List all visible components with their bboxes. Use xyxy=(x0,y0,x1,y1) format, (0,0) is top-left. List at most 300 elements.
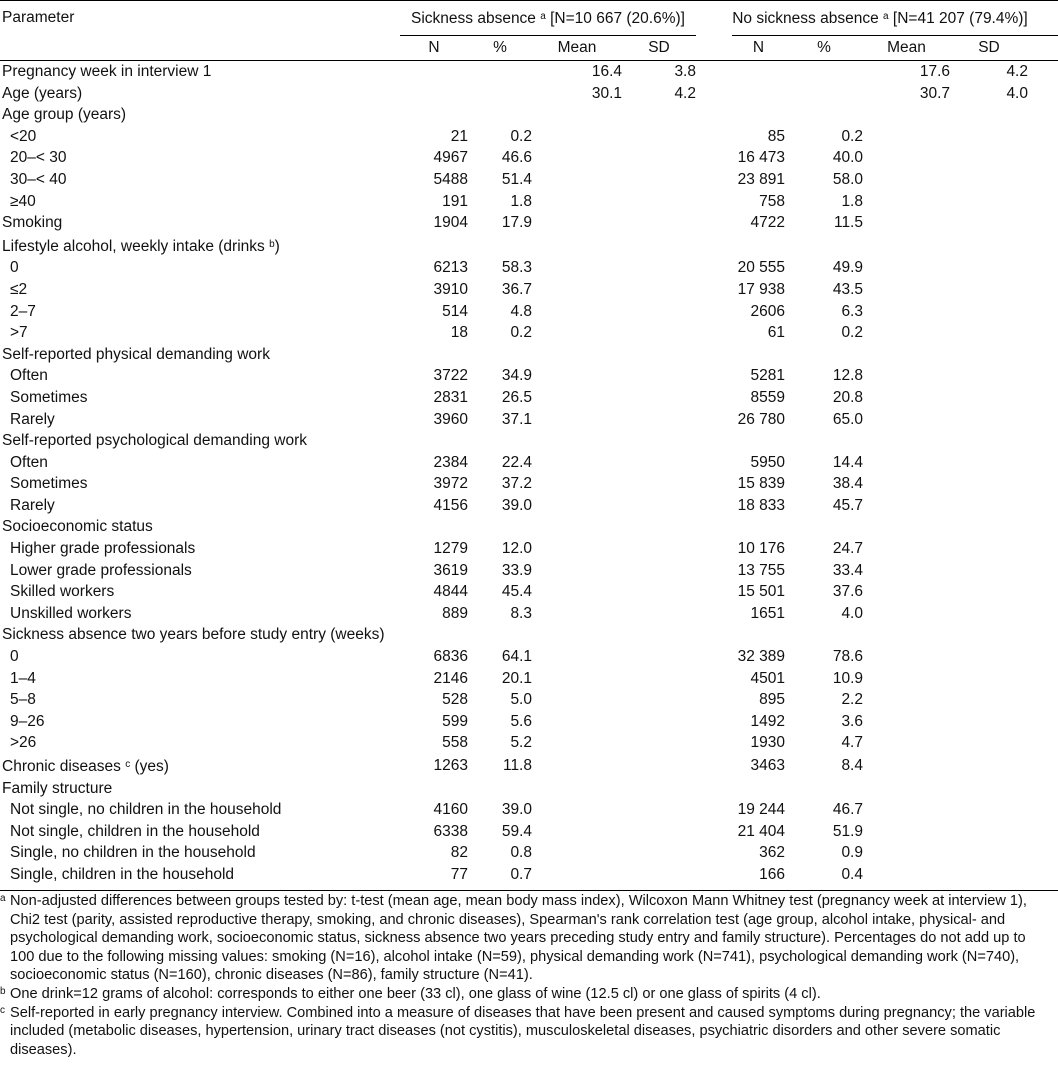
cell-mean-sickness xyxy=(532,126,622,148)
cell-n-sickness: 528 xyxy=(442,691,468,709)
footnote-mark: c xyxy=(0,1004,5,1016)
cell-mean-no-sickness xyxy=(863,646,950,668)
cell-pct-sickness: 64.1 xyxy=(501,648,532,666)
cell-n-sickness: 1263 xyxy=(433,757,468,774)
table-row xyxy=(0,83,1058,105)
row-label-suffix: ) xyxy=(274,237,280,255)
table-row xyxy=(0,387,1058,409)
cell-pct-no-sickness: 2.2 xyxy=(841,691,863,709)
cell-sd-sickness xyxy=(622,624,696,646)
row-label xyxy=(0,301,400,323)
cell-n-no-sickness xyxy=(732,778,785,800)
cell-pct-sickness xyxy=(468,61,532,83)
row-label xyxy=(0,778,400,800)
row-label-text: ≤2 xyxy=(10,280,28,298)
col-header-pct: % xyxy=(468,36,532,61)
cell-sd-sickness xyxy=(622,689,696,711)
cell-pct-sickness: 0.2 xyxy=(510,127,532,145)
cell-n-sickness: 3960 xyxy=(433,410,468,428)
cell-sd-no-sickness xyxy=(950,169,1028,191)
cell-mean-sickness xyxy=(532,430,622,452)
table-row xyxy=(0,732,1058,754)
footnote-mark: c xyxy=(125,759,131,770)
cell-pct-no-sickness: 20.8 xyxy=(832,388,863,406)
cell-sd-sickness: 4.2 xyxy=(674,84,696,102)
cell-pct-sickness: 26.5 xyxy=(501,388,532,406)
cell-pct-no-sickness xyxy=(785,624,863,646)
row-label-text: Self-reported psychological demanding work xyxy=(2,432,307,450)
col-header-pct: % xyxy=(785,36,863,61)
row-label-text: Skilled workers xyxy=(10,583,115,601)
cell-n-sickness: 3619 xyxy=(433,561,468,579)
cell-n-sickness: 1904 xyxy=(433,214,468,232)
cell-sd-no-sickness xyxy=(950,778,1028,800)
cell-sd-sickness xyxy=(622,778,696,800)
cell-mean-sickness xyxy=(532,624,622,646)
cell-mean-no-sickness xyxy=(863,864,950,886)
cell-n-sickness: 82 xyxy=(450,844,468,862)
cell-sd-sickness xyxy=(622,754,696,778)
cell-mean-no-sickness xyxy=(863,799,950,821)
cell-sd-no-sickness xyxy=(950,732,1028,754)
cell-sd-no-sickness xyxy=(950,104,1028,126)
row-label xyxy=(0,83,400,105)
footnote-mark: b xyxy=(269,238,275,250)
cell-sd-sickness xyxy=(622,799,696,821)
cell-mean-sickness xyxy=(532,409,622,431)
cell-sd-sickness xyxy=(622,516,696,538)
table-row xyxy=(0,104,1058,126)
row-label xyxy=(0,732,400,754)
table-row xyxy=(0,711,1058,733)
table-row xyxy=(0,344,1058,366)
table-row xyxy=(0,864,1058,886)
table-row xyxy=(0,365,1058,387)
row-label-text: Sometimes xyxy=(10,475,88,493)
cell-sd-sickness xyxy=(622,126,696,148)
cell-sd-no-sickness xyxy=(950,126,1028,148)
cell-mean-sickness xyxy=(532,169,622,191)
row-label-text: Socioeconomic status xyxy=(2,518,153,536)
cell-n-no-sickness: 20 555 xyxy=(737,259,785,277)
cell-mean-no-sickness xyxy=(863,257,950,279)
cell-n-sickness xyxy=(400,430,468,452)
cell-sd-sickness xyxy=(622,711,696,733)
row-label xyxy=(0,344,400,366)
cell-mean-no-sickness xyxy=(863,344,950,366)
cell-sd-sickness xyxy=(622,821,696,843)
col-header-sd: SD xyxy=(622,36,696,61)
table-row xyxy=(0,322,1058,344)
cell-n-sickness: 18 xyxy=(450,324,468,342)
cell-pct-sickness: 33.9 xyxy=(501,561,532,579)
row-label-text: 9–26 xyxy=(10,712,45,730)
cell-mean-no-sickness xyxy=(863,169,950,191)
table-row xyxy=(0,603,1058,625)
cell-sd-no-sickness: 4.2 xyxy=(1006,63,1028,80)
cell-sd-no-sickness xyxy=(950,212,1028,234)
table-row xyxy=(0,821,1058,843)
cell-pct-sickness: 45.4 xyxy=(501,583,532,601)
cell-pct-no-sickness: 0.9 xyxy=(841,844,863,862)
cell-mean-no-sickness xyxy=(863,754,950,778)
cell-n-no-sickness xyxy=(732,344,785,366)
cell-mean-sickness xyxy=(532,603,622,625)
row-label xyxy=(0,191,400,213)
cell-pct-no-sickness: 14.4 xyxy=(832,453,863,471)
cell-pct-no-sickness: 0.2 xyxy=(841,324,863,342)
cell-sd-sickness xyxy=(622,191,696,213)
cell-n-no-sickness: 4501 xyxy=(750,669,785,687)
cell-pct-sickness: 46.6 xyxy=(501,149,532,167)
header-row-columns xyxy=(0,36,1058,61)
cell-mean-no-sickness xyxy=(863,212,950,234)
cell-n-no-sickness: 85 xyxy=(767,127,785,145)
row-label xyxy=(0,61,400,83)
cell-n-no-sickness: 5281 xyxy=(750,367,785,385)
row-label xyxy=(0,646,400,668)
cell-mean-sickness xyxy=(532,821,622,843)
cell-sd-no-sickness xyxy=(950,711,1028,733)
cell-n-sickness: 599 xyxy=(442,712,468,730)
cell-sd-no-sickness xyxy=(950,387,1028,409)
row-label xyxy=(0,387,400,409)
cell-mean-sickness xyxy=(532,191,622,213)
cell-n-sickness: 3910 xyxy=(433,280,468,298)
cell-pct-sickness: 5.0 xyxy=(510,691,532,709)
cell-pct-sickness: 37.1 xyxy=(501,410,532,428)
cell-mean-no-sickness xyxy=(863,365,950,387)
row-label-text: ≥40 xyxy=(10,192,36,210)
cell-n-sickness: 6338 xyxy=(433,822,468,840)
cell-pct-no-sickness xyxy=(785,344,863,366)
table-row xyxy=(0,689,1058,711)
table-row xyxy=(0,516,1058,538)
cell-mean-sickness xyxy=(532,778,622,800)
cell-mean-sickness xyxy=(532,495,622,517)
cell-pct-no-sickness xyxy=(785,104,863,126)
cell-pct-no-sickness: 38.4 xyxy=(832,475,863,493)
cell-n-sickness: 4844 xyxy=(433,583,468,601)
cell-n-no-sickness: 21 404 xyxy=(737,822,785,840)
cell-n-sickness: 6836 xyxy=(433,648,468,666)
cell-n-sickness: 5488 xyxy=(433,170,468,188)
cell-sd-sickness xyxy=(622,169,696,191)
row-label-text: 0 xyxy=(10,648,19,666)
table-row xyxy=(0,257,1058,279)
row-label-text: Single, no children in the household xyxy=(10,844,256,862)
row-label-text: Sometimes xyxy=(10,388,88,406)
cell-n-sickness: 3972 xyxy=(433,475,468,493)
cell-pct-no-sickness xyxy=(785,234,863,258)
cell-sd-no-sickness xyxy=(950,668,1028,690)
cell-pct-no-sickness: 0.2 xyxy=(841,127,863,145)
cell-sd-no-sickness xyxy=(950,452,1028,474)
table-row xyxy=(0,191,1058,213)
cell-mean-no-sickness xyxy=(863,452,950,474)
cell-mean-sickness xyxy=(532,646,622,668)
footnote-text: Self-reported in early pregnancy interview. Combined into a measure of diseases that have been present and caused symptoms during pregnancy; the variable included (metabolic diseases, hypertension, urinary tract diseases (not cystitis), musculoskeletal diseases, psychiatric disorders and other severe somatic diseases). xyxy=(10,1004,1036,1058)
cell-pct-no-sickness xyxy=(785,516,863,538)
cell-n-no-sickness xyxy=(732,516,785,538)
cell-pct-sickness: 0.2 xyxy=(510,324,532,342)
row-label xyxy=(0,322,400,344)
cell-sd-no-sickness xyxy=(950,191,1028,213)
cell-n-no-sickness: 16 473 xyxy=(737,149,785,167)
cell-pct-sickness xyxy=(468,83,532,105)
cell-n-no-sickness: 13 755 xyxy=(737,561,785,579)
row-label-text: 30–< 40 xyxy=(10,170,67,188)
table-row xyxy=(0,624,1058,646)
cell-pct-no-sickness: 40.0 xyxy=(832,149,863,167)
row-label-text: Age (years) xyxy=(2,84,83,102)
cell-mean-no-sickness xyxy=(863,495,950,517)
row-label xyxy=(0,668,400,690)
table-row xyxy=(0,799,1058,821)
group2-count: [N=41 207 (79.4%)] xyxy=(892,10,1028,28)
cell-sd-no-sickness xyxy=(950,516,1028,538)
cell-n-sickness: 4160 xyxy=(433,801,468,819)
cell-mean-sickness xyxy=(532,212,622,234)
cell-n-no-sickness: 5950 xyxy=(750,453,785,471)
table-row xyxy=(0,430,1058,452)
cell-mean-no-sickness xyxy=(863,191,950,213)
cell-sd-sickness xyxy=(622,864,696,886)
cell-sd-sickness xyxy=(622,104,696,126)
row-label xyxy=(0,147,400,169)
cell-sd-sickness xyxy=(622,409,696,431)
row-label xyxy=(0,821,400,843)
col-header-n: N xyxy=(732,36,785,61)
cell-sd-sickness xyxy=(622,279,696,301)
row-label xyxy=(0,452,400,474)
cell-n-no-sickness xyxy=(732,430,785,452)
cell-n-sickness xyxy=(400,104,468,126)
row-label xyxy=(0,711,400,733)
cell-pct-sickness xyxy=(468,234,532,258)
cell-sd-sickness xyxy=(622,842,696,864)
cell-mean-no-sickness xyxy=(863,126,950,148)
cell-sd-no-sickness xyxy=(950,560,1028,582)
cell-n-no-sickness: 17 938 xyxy=(737,280,785,298)
cell-mean-sickness xyxy=(532,387,622,409)
cell-mean-sickness: 16.4 xyxy=(591,63,622,80)
cell-mean-sickness: 30.1 xyxy=(591,84,622,102)
row-label xyxy=(0,689,400,711)
cell-mean-no-sickness xyxy=(863,430,950,452)
cell-pct-sickness: 58.3 xyxy=(501,259,532,277)
cell-n-no-sickness: 23 891 xyxy=(737,170,785,188)
cell-pct-sickness: 36.7 xyxy=(501,280,532,298)
cell-mean-sickness xyxy=(532,301,622,323)
table-row xyxy=(0,61,1058,83)
cell-n-no-sickness: 3463 xyxy=(750,757,785,774)
cell-n-sickness: 889 xyxy=(442,604,468,622)
row-label xyxy=(0,104,400,126)
cell-sd-sickness xyxy=(622,581,696,603)
cell-n-sickness: 4156 xyxy=(433,496,468,514)
table-row xyxy=(0,126,1058,148)
row-label-text: Rarely xyxy=(10,496,55,514)
cell-sd-no-sickness xyxy=(950,430,1028,452)
row-label xyxy=(0,169,400,191)
cell-mean-sickness xyxy=(532,538,622,560)
row-label xyxy=(0,234,400,258)
cell-n-sickness: 4967 xyxy=(433,149,468,167)
cell-n-sickness xyxy=(400,778,468,800)
cell-pct-no-sickness: 45.7 xyxy=(832,496,863,514)
cell-pct-sickness: 39.0 xyxy=(501,496,532,514)
cell-n-sickness xyxy=(400,234,468,258)
table-row xyxy=(0,279,1058,301)
cell-mean-sickness xyxy=(532,344,622,366)
cell-n-no-sickness: 362 xyxy=(759,844,785,862)
cell-mean-no-sickness xyxy=(863,234,950,258)
cell-mean-sickness xyxy=(532,516,622,538)
cell-sd-sickness xyxy=(622,646,696,668)
cell-pct-no-sickness xyxy=(785,778,863,800)
row-label-text: Lower grade professionals xyxy=(10,561,192,579)
cell-mean-no-sickness xyxy=(863,560,950,582)
cell-n-no-sickness xyxy=(732,104,785,126)
cell-n-sickness: 558 xyxy=(442,734,468,752)
cell-mean-sickness xyxy=(532,452,622,474)
row-label-text: Often xyxy=(10,453,48,471)
cell-sd-sickness xyxy=(622,473,696,495)
cell-pct-no-sickness xyxy=(785,430,863,452)
cell-mean-no-sickness xyxy=(863,322,950,344)
cell-pct-no-sickness: 51.9 xyxy=(832,822,863,840)
cell-pct-no-sickness: 4.7 xyxy=(841,734,863,752)
cell-sd-no-sickness: 4.0 xyxy=(1006,84,1028,102)
cell-n-no-sickness xyxy=(732,624,785,646)
table-row xyxy=(0,646,1058,668)
cell-mean-no-sickness xyxy=(863,387,950,409)
cell-sd-no-sickness xyxy=(950,147,1028,169)
row-label-text: Smoking xyxy=(2,214,63,232)
footnote-text: One drink=12 grams of alcohol: corresponds to either one beer (33 cl), one glass of wine (12.5 cl) or one glass of spirits (4 cl). xyxy=(10,985,821,1002)
cell-pct-no-sickness: 43.5 xyxy=(832,280,863,298)
cell-sd-no-sickness xyxy=(950,646,1028,668)
footnote-mark: a xyxy=(0,893,6,904)
cell-sd-sickness: 3.8 xyxy=(674,63,696,80)
cell-pct-no-sickness xyxy=(785,61,863,83)
cell-sd-sickness xyxy=(622,322,696,344)
cell-mean-no-sickness xyxy=(863,624,950,646)
cell-pct-no-sickness: 0.4 xyxy=(841,865,863,883)
cell-n-no-sickness: 758 xyxy=(759,192,785,210)
cell-n-sickness xyxy=(400,61,468,83)
cell-pct-no-sickness: 3.6 xyxy=(841,712,863,730)
header-group-no-sickness-absence xyxy=(732,1,1028,36)
cell-pct-no-sickness: 33.4 xyxy=(832,561,863,579)
cell-mean-sickness xyxy=(532,668,622,690)
footnote-mark: b xyxy=(0,985,6,997)
table-row xyxy=(0,538,1058,560)
col-header-mean: Mean xyxy=(863,36,950,61)
footnote xyxy=(0,1004,1052,1060)
cell-pct-no-sickness: 65.0 xyxy=(832,410,863,428)
cell-n-sickness: 2831 xyxy=(433,388,468,406)
cell-sd-sickness xyxy=(622,668,696,690)
row-label xyxy=(0,279,400,301)
table-body xyxy=(0,61,1058,886)
cell-pct-sickness: 0.7 xyxy=(510,865,532,883)
cell-pct-no-sickness: 49.9 xyxy=(832,259,863,277)
cell-mean-sickness xyxy=(532,147,622,169)
cell-pct-sickness xyxy=(468,516,532,538)
row-label-text: 2–7 xyxy=(10,302,36,320)
table-row xyxy=(0,452,1058,474)
row-label xyxy=(0,842,400,864)
cell-mean-sickness xyxy=(532,689,622,711)
cell-mean-no-sickness xyxy=(863,301,950,323)
cell-sd-no-sickness xyxy=(950,689,1028,711)
row-label-text: 1–4 xyxy=(10,669,36,687)
cell-mean-no-sickness xyxy=(863,711,950,733)
table-row xyxy=(0,581,1058,603)
cell-n-no-sickness xyxy=(732,234,785,258)
col-header-n: N xyxy=(400,36,468,61)
cell-n-sickness: 2146 xyxy=(433,669,468,687)
cell-n-no-sickness xyxy=(732,61,785,83)
cell-mean-no-sickness xyxy=(863,409,950,431)
cell-pct-sickness: 39.0 xyxy=(501,801,532,819)
cell-pct-no-sickness: 24.7 xyxy=(832,540,863,558)
row-label xyxy=(0,409,400,431)
col-header-mean: Mean xyxy=(532,36,622,61)
row-label xyxy=(0,212,400,234)
cell-mean-no-sickness xyxy=(863,821,950,843)
cell-pct-sickness: 4.8 xyxy=(510,302,532,320)
footnote xyxy=(0,892,1052,985)
cell-sd-sickness xyxy=(622,560,696,582)
table-row xyxy=(0,301,1058,323)
row-label-text: Lifestyle alcohol, weekly intake (drinks xyxy=(2,237,265,255)
row-label-text: 20–< 30 xyxy=(10,149,67,167)
cell-n-no-sickness: 15 839 xyxy=(737,475,785,493)
cell-sd-no-sickness xyxy=(950,234,1028,258)
cell-sd-no-sickness xyxy=(950,279,1028,301)
row-label-text: Age group (years) xyxy=(2,106,127,124)
row-label xyxy=(0,864,400,886)
row-label-text: >7 xyxy=(10,324,28,342)
cell-sd-sickness xyxy=(622,430,696,452)
cell-sd-no-sickness xyxy=(950,409,1028,431)
table-row xyxy=(0,169,1058,191)
cell-pct-no-sickness: 8.4 xyxy=(841,757,863,774)
cell-sd-no-sickness xyxy=(950,864,1028,886)
row-label xyxy=(0,754,400,778)
cell-n-sickness: 2384 xyxy=(433,453,468,471)
cell-mean-no-sickness xyxy=(863,668,950,690)
cell-sd-no-sickness xyxy=(950,842,1028,864)
cell-sd-no-sickness xyxy=(950,581,1028,603)
cell-pct-sickness: 37.2 xyxy=(501,475,532,493)
cell-sd-no-sickness xyxy=(950,624,1028,646)
cell-pct-sickness: 20.1 xyxy=(501,669,532,687)
cell-sd-sickness xyxy=(622,495,696,517)
row-label-text: Rarely xyxy=(10,410,55,428)
cell-sd-sickness xyxy=(622,234,696,258)
cell-mean-no-sickness xyxy=(863,842,950,864)
footnote-text: Non-adjusted differences between groups tested by: t-test (mean age, mean body mass index), Wilcoxon Mann Whitney test (pregnancy week at interview 1), Chi2 test (parity, assisted reproductive therapy, smoking, and chronic diseases), Spearman's rank correlation test (age group, alcohol intake, physical- and psychological demanding work, socioeconomic status, sickness absence two years preceding study entry and family structure). Percentages do not add up to 100 due to the following missing values: smoking (N=16), alcohol intake (N=59), physical demanding work (N=741), psychological demanding work (N=740), socioeconomic status (N=160), chronic diseases (N=86), family structure (N=41). xyxy=(10,893,1027,984)
cell-n-sickness: 6213 xyxy=(433,259,468,277)
cell-sd-no-sickness xyxy=(950,799,1028,821)
group1-count: [N=10 667 (20.6%)] xyxy=(550,10,685,28)
cell-sd-no-sickness xyxy=(950,322,1028,344)
cell-mean-no-sickness: 30.7 xyxy=(919,84,950,102)
